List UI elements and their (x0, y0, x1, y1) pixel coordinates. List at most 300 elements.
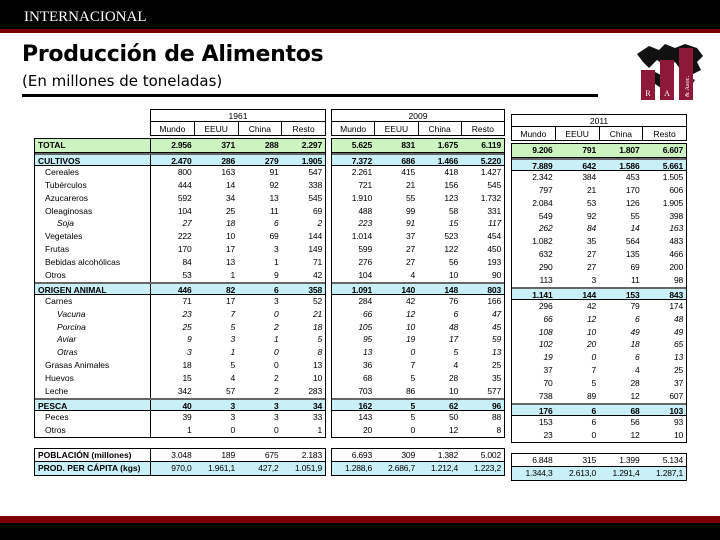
cell-value: 10 (673, 429, 683, 440)
cell-value: 37 (673, 378, 683, 389)
cell-value: 0 (273, 424, 279, 435)
cell-value: 1.427 (480, 166, 501, 177)
summary-box (511, 453, 687, 481)
cell-value: 144 (582, 289, 596, 300)
table-row (512, 416, 686, 429)
cell-value: 18 (630, 339, 640, 350)
cell-value: 55 (630, 210, 640, 221)
cell-value: 34 (312, 400, 322, 411)
cell-value: 5.002 (480, 450, 501, 460)
cell-value: 398 (669, 210, 683, 221)
cell-value: 153 (538, 416, 553, 427)
cell-value: 427,2 (258, 462, 279, 473)
cell-value: 91 (269, 166, 279, 177)
cell-value: 103 (669, 405, 683, 416)
table-row (35, 269, 325, 282)
row-label: Grasas Animales (35, 359, 151, 372)
cell-value: 9 (186, 334, 192, 345)
table-row (512, 377, 686, 390)
cell-value: 446 (177, 284, 192, 295)
table-row (35, 256, 325, 269)
cell-value: 25 (182, 321, 192, 332)
cell-value: 48 (673, 313, 683, 324)
table-row (332, 385, 504, 398)
bottom-accent-line (0, 516, 720, 523)
cell-value: 5.134 (662, 455, 683, 465)
cell-value: 86 (405, 386, 415, 397)
column-header: Resto (642, 127, 686, 141)
cell-value: 17 (225, 295, 235, 306)
table-row (332, 282, 504, 295)
table-row (35, 424, 325, 437)
cell-value: 564 (625, 236, 640, 247)
table-row (332, 321, 504, 334)
cell-value: 547 (308, 166, 322, 177)
year-label: 2011 (512, 115, 686, 127)
table-row (35, 282, 325, 295)
cell-value: 200 (669, 262, 683, 273)
table-row (332, 217, 504, 230)
table-row (35, 321, 325, 334)
table-row (332, 205, 504, 218)
summary-row (512, 454, 686, 467)
cell-value: 62 (448, 400, 458, 411)
cell-value: 144 (308, 231, 322, 242)
cell-value: 17 (225, 244, 235, 255)
cell-value: 331 (487, 205, 501, 216)
cell-value: 18 (312, 321, 322, 332)
cell-value: 2.342 (532, 171, 553, 182)
cell-value: 13 (362, 347, 372, 358)
column-header: Mundo (159, 124, 186, 134)
row-label: Leche (35, 385, 151, 398)
row-label: Porcina (35, 321, 151, 334)
cell-value: 2.261 (351, 166, 372, 177)
cell-value: 1.291,4 (612, 467, 640, 478)
brand-label: INTERNACIONAL (24, 9, 147, 25)
table-row (332, 192, 504, 205)
cell-value: 642 (582, 161, 596, 171)
cell-value: 140 (401, 284, 415, 295)
column-headers (512, 127, 686, 141)
table-row (332, 346, 504, 359)
cell-value: 12 (448, 424, 458, 435)
cell-value: 1 (273, 334, 279, 345)
cell-value: 95 (362, 334, 372, 345)
bottom-bar (0, 523, 720, 540)
cell-value: 23 (182, 308, 192, 319)
cell-value: 174 (669, 300, 683, 311)
cell-value: 82 (225, 284, 235, 295)
cell-value: 102 (538, 339, 553, 350)
cell-value: 98 (673, 275, 683, 286)
row-label: CULTIVOS (35, 155, 151, 165)
table-row (512, 222, 686, 235)
cell-value: 10 (448, 270, 458, 281)
cell-value: 27 (182, 218, 192, 229)
cell-value: 21 (312, 308, 322, 319)
cell-value: 25 (491, 360, 501, 371)
cell-value: 14 (630, 223, 640, 234)
cell-value: 606 (669, 184, 683, 195)
column-header: China (599, 127, 643, 141)
row-label: ORIGEN ANIMAL (35, 284, 151, 294)
row-label: Tubérculos (35, 179, 151, 192)
cell-value: 262 (538, 223, 553, 234)
cell-value: 686 (401, 156, 415, 166)
cell-value: 970,0 (171, 462, 192, 473)
cell-value: 37 (543, 365, 553, 376)
cell-value: 27 (405, 257, 415, 268)
row-label: Oleaginosas (35, 205, 151, 218)
cell-value: 162 (358, 400, 372, 411)
cell-value: 48 (448, 321, 458, 332)
cell-value: 800 (177, 166, 192, 177)
column-header: Mundo (340, 124, 367, 134)
cell-value: 10 (448, 386, 458, 397)
cell-value: 290 (538, 262, 553, 273)
row-label: PROD. PER CÁPITA (kgs) (35, 462, 151, 475)
cell-value: 5 (453, 347, 458, 358)
cell-value: 703 (358, 386, 372, 397)
cell-value: 2 (273, 321, 279, 332)
cell-value: 15 (182, 373, 192, 384)
cell-value: 39 (182, 411, 192, 422)
cell-value: 14 (225, 179, 235, 190)
summary-row (332, 449, 504, 462)
cell-value: 13 (673, 352, 683, 363)
cell-value: 13 (269, 192, 279, 203)
column-headers (151, 122, 325, 136)
cell-value: 156 (444, 179, 458, 190)
cell-value: 0 (273, 347, 279, 358)
row-label: Aviar (35, 333, 151, 346)
logo-letter-a: A (664, 89, 670, 98)
cell-value: 19 (543, 352, 553, 363)
cell-value: 675 (264, 450, 279, 460)
table-row (35, 333, 325, 346)
table-row (332, 411, 504, 424)
cell-value: 3 (230, 400, 235, 411)
row-label: Frutas (35, 243, 151, 256)
cell-value: 84 (586, 223, 596, 234)
year-label: 2009 (332, 110, 504, 122)
cell-value: 35 (491, 373, 501, 384)
cell-value: 338 (308, 179, 322, 190)
cell-value: 21 (586, 184, 596, 195)
cell-value: 488 (358, 205, 372, 216)
cell-value: 3 (591, 275, 596, 286)
table-row (35, 295, 325, 308)
cell-value: 1.014 (351, 231, 372, 242)
cell-value: 738 (538, 391, 553, 402)
cell-value: 76 (448, 295, 458, 306)
cell-value: 1.910 (351, 192, 372, 203)
row-label: Huevos (35, 372, 151, 385)
cell-value: 1.382 (437, 450, 458, 460)
cell-value: 5 (410, 411, 415, 422)
main-rows-box (331, 152, 505, 438)
cell-value: 153 (625, 289, 640, 300)
table-row (35, 166, 325, 179)
table-row (332, 424, 504, 437)
cell-value: 223 (358, 218, 372, 229)
cell-value: 59 (491, 334, 501, 345)
cell-value: 7 (410, 360, 415, 371)
cell-value: 69 (630, 262, 640, 273)
cell-value: 68 (362, 373, 372, 384)
cell-value: 47 (491, 308, 501, 319)
row-label: Carnes (35, 295, 151, 308)
cell-value: 309 (401, 450, 415, 460)
table-row (332, 166, 504, 179)
table-row (332, 243, 504, 256)
cell-value: 1.082 (532, 236, 553, 247)
cell-value: 1.091 (351, 284, 372, 295)
cell-value: 276 (358, 257, 372, 268)
cell-value: 6 (273, 218, 279, 229)
cell-value: 5 (410, 373, 415, 384)
main-rows-box (511, 157, 687, 443)
cell-value: 56 (448, 257, 458, 268)
cell-value: 79 (630, 300, 640, 311)
cell-value: 28 (448, 373, 458, 384)
cell-value: 2.956 (171, 140, 192, 150)
cell-value: 453 (625, 171, 640, 182)
cell-value: 23 (543, 429, 553, 440)
year-header-2011 (511, 114, 687, 141)
cell-value: 11 (631, 275, 640, 286)
title-divider (22, 94, 598, 97)
cell-value: 1.807 (619, 145, 640, 155)
cell-value: 0 (410, 424, 415, 435)
cell-value: 53 (586, 197, 596, 208)
cell-value: 1.344,3 (525, 467, 553, 478)
cell-value: 5 (317, 334, 322, 345)
cell-value: 84 (182, 257, 192, 268)
cell-value: 2 (273, 386, 279, 397)
cell-value: 8 (496, 424, 501, 435)
row-label: Otros (35, 269, 151, 282)
cell-value: 1 (317, 424, 322, 435)
cell-value: 4 (453, 360, 458, 371)
cell-value: 193 (487, 257, 501, 268)
cell-value: 6 (453, 308, 458, 319)
cell-value: 1.287,1 (656, 467, 683, 478)
cell-value: 18 (182, 360, 192, 371)
cell-value: 7 (591, 365, 596, 376)
cell-value: 105 (358, 321, 372, 332)
year-header-2009 (331, 109, 505, 136)
cell-value: 545 (308, 192, 322, 203)
column-header: EEUU (194, 122, 238, 136)
cell-value: 592 (177, 192, 192, 203)
cell-value: 88 (491, 411, 501, 422)
cell-value: 12 (630, 429, 640, 440)
table-row (35, 205, 325, 218)
cell-value: 170 (177, 244, 192, 255)
cell-value: 65 (673, 339, 683, 350)
table-row (35, 308, 325, 321)
cell-value: 13 (312, 360, 322, 371)
summary-row (35, 449, 325, 462)
cell-value: 123 (444, 192, 458, 203)
cell-value: 0 (410, 347, 415, 358)
table-row (512, 338, 686, 351)
cell-value: 4 (230, 373, 235, 384)
cell-value: 27 (586, 262, 596, 273)
cell-value: 10 (312, 373, 322, 384)
cell-value: 143 (358, 411, 372, 422)
table-row (35, 153, 325, 166)
cell-value: 315 (582, 455, 596, 465)
table-row (332, 295, 504, 308)
cell-value: 36 (362, 360, 372, 371)
cell-value: 0 (230, 424, 235, 435)
cell-value: 89 (586, 391, 596, 402)
cell-value: 5 (230, 321, 235, 332)
column-header: EEUU (374, 122, 417, 136)
table-row (332, 372, 504, 385)
cell-value: 93 (673, 416, 683, 427)
cell-value: 149 (308, 244, 322, 255)
cell-value: 52 (312, 295, 322, 306)
logo-letter-asoc: & Asoc. (684, 75, 691, 97)
cell-value: 57 (225, 386, 235, 397)
row-label: Vacuna (35, 308, 151, 321)
cell-value: 632 (538, 249, 553, 260)
cell-value: 69 (312, 205, 322, 216)
cell-value: 6 (591, 416, 596, 427)
cell-value: 1.732 (480, 192, 501, 203)
cell-value: 170 (625, 184, 640, 195)
table-row (35, 346, 325, 359)
cell-value: 6 (591, 405, 596, 416)
row-label: Azucareros (35, 192, 151, 205)
cell-value: 2.183 (301, 450, 322, 460)
cell-value: 545 (487, 179, 501, 190)
cell-value: 27 (405, 244, 415, 255)
table-row (35, 217, 325, 230)
column-header: Resto (461, 122, 504, 136)
total-row-box (331, 138, 505, 153)
cell-value: 5.625 (351, 140, 372, 150)
cell-value: 1.288,6 (345, 462, 372, 473)
cell-value: 384 (582, 171, 596, 182)
table-row (35, 139, 325, 152)
column-header: Resto (281, 122, 325, 136)
cell-value: 35 (586, 236, 596, 247)
table-row (512, 390, 686, 403)
cell-value: 3 (273, 411, 279, 422)
cell-value: 342 (177, 386, 192, 397)
cell-value: 454 (487, 231, 501, 242)
cell-value: 2.084 (532, 197, 553, 208)
cell-value: 4 (410, 270, 415, 281)
cell-value: 10 (586, 326, 596, 337)
cell-value: 3 (273, 244, 279, 255)
cell-value: 466 (669, 249, 683, 260)
cell-value: 1.212,4 (431, 462, 458, 473)
table-row (35, 230, 325, 243)
page-title: Producción de Alimentos (22, 42, 324, 67)
cell-value: 66 (362, 308, 372, 319)
cell-value: 55 (405, 192, 415, 203)
cell-value: 1.051,9 (295, 462, 322, 473)
cell-value: 1 (186, 424, 192, 435)
cell-value: 1.905 (662, 197, 683, 208)
column-header: China (238, 122, 282, 136)
table-row (332, 256, 504, 269)
cell-value: 15 (448, 218, 458, 229)
cell-value: 284 (358, 295, 372, 306)
logo-letter-r: R (645, 89, 651, 98)
cell-value: 1.466 (437, 156, 458, 166)
cell-value: 21 (405, 179, 415, 190)
cell-value: 12 (586, 313, 596, 324)
cell-value: 358 (308, 284, 322, 295)
cell-value: 3 (186, 347, 192, 358)
cell-value: 1.905 (301, 156, 322, 166)
column-headers (332, 122, 504, 136)
row-label: Otros (35, 424, 151, 437)
cell-value: 33 (312, 411, 322, 422)
cell-value: 92 (586, 210, 596, 221)
row-label: Peces (35, 411, 151, 424)
cell-value: 1 (230, 347, 235, 358)
cell-value: 17 (448, 334, 458, 345)
cell-value: 721 (358, 179, 372, 190)
company-logo (635, 40, 705, 102)
cell-value: 126 (625, 197, 640, 208)
summary-row (512, 467, 686, 480)
cell-value: 3 (230, 334, 235, 345)
table-row (512, 300, 686, 313)
cell-value: 66 (543, 313, 553, 324)
table-row (512, 274, 686, 287)
cell-value: 797 (538, 184, 553, 195)
cell-value: 5 (591, 378, 596, 389)
cell-value: 0 (591, 429, 596, 440)
cell-value: 42 (586, 300, 596, 311)
cell-value: 69 (269, 231, 279, 242)
table-row (512, 403, 686, 416)
cell-value: 1.586 (619, 161, 640, 171)
cell-value: 49 (673, 326, 683, 337)
cell-value: 68 (630, 405, 640, 416)
cell-value: 6.848 (532, 455, 553, 465)
cell-value: 1.223,2 (474, 462, 501, 473)
cell-value: 2.297 (301, 140, 322, 150)
cell-value: 1.141 (532, 289, 553, 300)
cell-value: 28 (630, 378, 640, 389)
table-row (512, 210, 686, 223)
year-header-1961 (150, 109, 326, 136)
cell-value: 415 (401, 166, 415, 177)
table-row (332, 398, 504, 411)
cell-value: 791 (582, 145, 596, 155)
cell-value: 288 (264, 140, 279, 150)
cell-value: 25 (225, 205, 235, 216)
cell-value: 42 (312, 270, 322, 281)
table-row (332, 333, 504, 346)
cell-value: 176 (538, 405, 553, 416)
cell-value: 1 (230, 270, 235, 281)
cell-value: 20 (586, 339, 596, 350)
summary-row (332, 462, 504, 475)
table-row (35, 243, 325, 256)
row-label: Otras (35, 346, 151, 359)
